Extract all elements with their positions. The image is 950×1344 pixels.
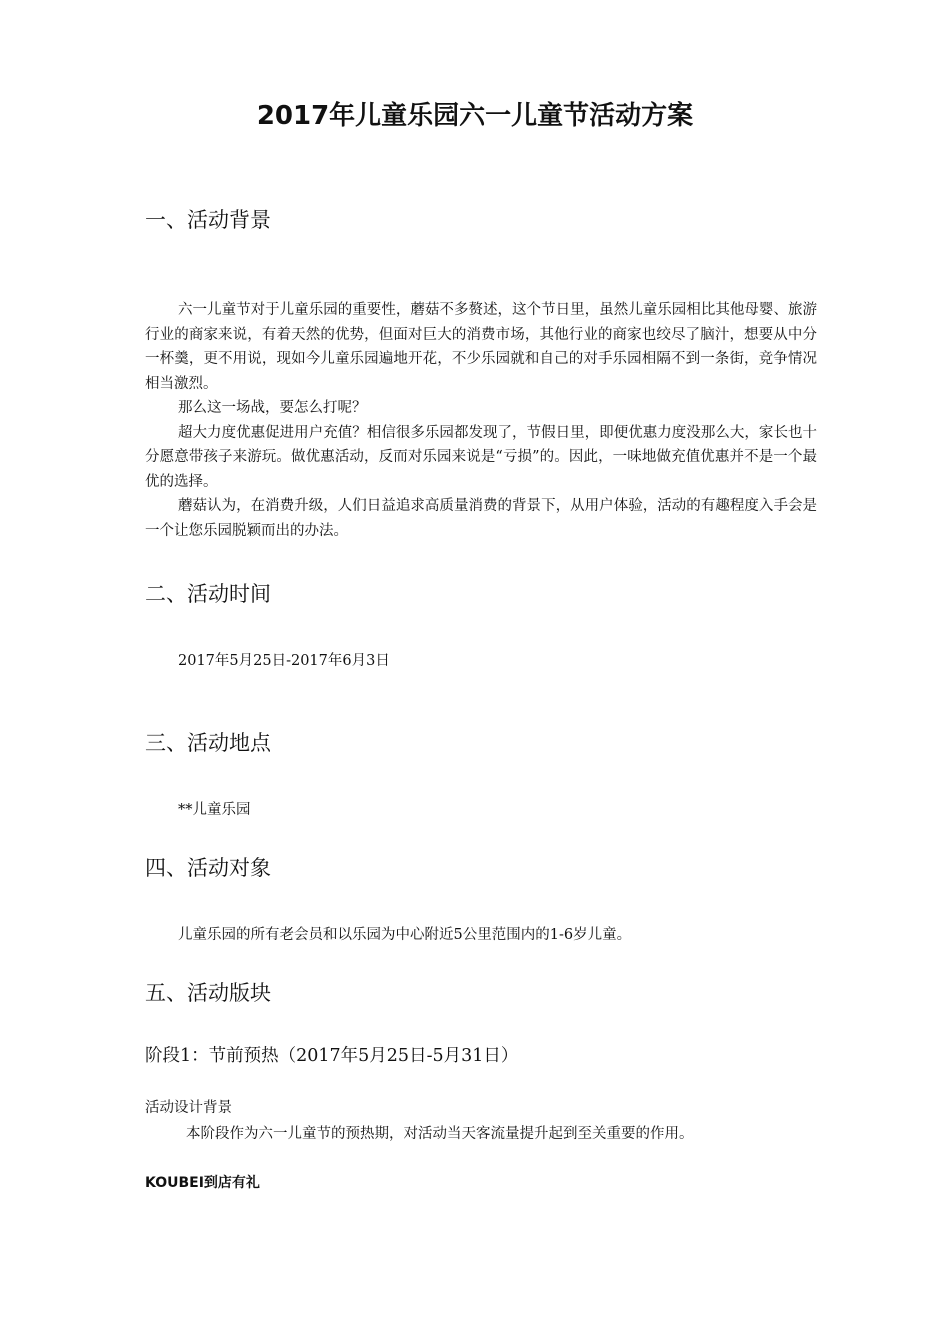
background-paragraph-4: 蘑菇认为，在消费升级，人们日益追求高质量消费的背景下，从用户体验，活动的有趣程度入手会是一个让您乐园脱颖而出的办法。 [145,498,817,539]
background-paragraph-1: 六一儿童节对于儿童乐园的重要性，蘑菇不多赘述，这个节日里，虽然儿童乐园相比其他母婴、旅游行业的商家来说，有着天然的优势，但面对巨大的消费市场，其他行业的商家也绞尽了脑汁，想要从中分一杯羹，更不用说，现如今儿童乐园遍地开花，不少乐园就和自己的对手乐园相隔不到一条街，竞争情况相当激烈。 [145,302,817,392]
stage-1-body: 本阶段作为六一儿童节的预热期，对活动当天客流量提升起到至关重要的作用。 [186,1126,694,1142]
section-heading-time: 二、活动时间 [145,582,271,606]
section-heading-audience: 四、活动对象 [145,856,271,880]
section-heading-background: 一、活动背景 [145,208,271,232]
koubei-gift-heading: KOUBEI到店有礼 [145,1175,260,1191]
design-background-subheading: 活动设计背景 [145,1100,232,1116]
background-paragraphs [145,298,817,543]
background-paragraph-2: 那么这一场战，要怎么打呢？ [178,400,367,416]
stage-1-title: 阶段1：节前预热（2017年5月25日-5月31日） [145,1046,519,1066]
document-title: 2017年儿童乐园六一儿童节活动方案 [256,101,694,131]
section-heading-location: 三、活动地点 [145,731,271,755]
section-heading-modules: 五、活动版块 [145,981,271,1005]
activity-time-text: 2017年5月25日-2017年6月3日 [178,653,390,669]
activity-audience-text: 儿童乐园的所有老会员和以乐园为中心附近5公里范围内的1-6岁儿童。 [178,927,632,943]
activity-location-text: **儿童乐园 [178,802,251,818]
background-paragraph-3: 超大力度优惠促进用户充值？相信很多乐园都发现了，节假日里，即便优惠力度没那么大，家长也十分愿意带孩子来游玩。做优惠活动，反而对乐园来说是“亏损”的。因此，一味地做充值优惠并不是一个最优的选择。 [145,424,817,490]
